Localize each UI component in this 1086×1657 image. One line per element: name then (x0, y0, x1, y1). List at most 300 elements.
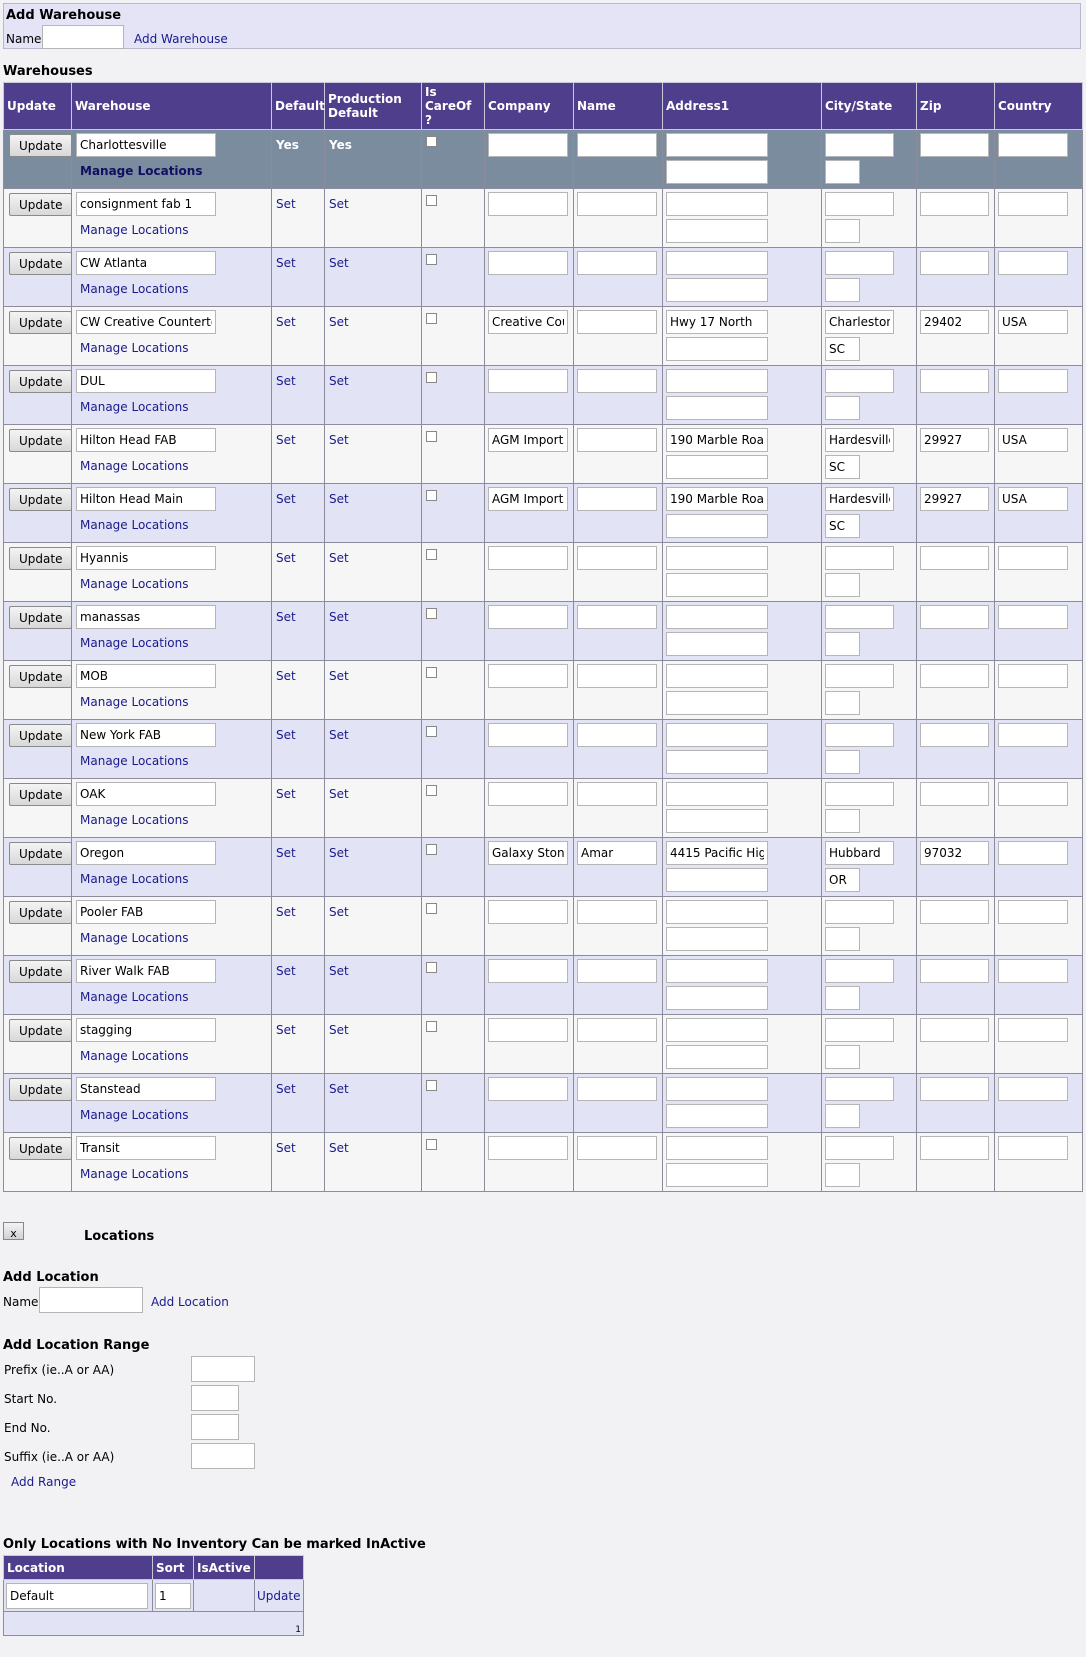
careof-checkbox[interactable] (426, 1139, 437, 1150)
zip-cell (917, 1133, 995, 1192)
update-button[interactable]: Update (9, 193, 72, 216)
careof-checkbox[interactable] (426, 608, 437, 619)
zip-field[interactable] (920, 1077, 989, 1101)
city-field[interactable] (825, 723, 894, 747)
company-field[interactable] (488, 664, 568, 688)
city-field[interactable] (825, 900, 894, 924)
city-field[interactable] (825, 605, 894, 629)
country-field[interactable] (998, 841, 1068, 865)
state-field[interactable] (825, 1045, 860, 1069)
state-field[interactable] (825, 750, 860, 774)
city-field[interactable] (825, 133, 894, 157)
manage-locations-link[interactable]: Manage Locations (80, 518, 189, 532)
careof-checkbox[interactable] (426, 962, 437, 973)
address1-field[interactable] (666, 487, 768, 511)
address2-field[interactable] (666, 514, 768, 538)
start-no-input[interactable] (191, 1385, 239, 1411)
default-link[interactable]: Set (276, 964, 296, 978)
address1-field[interactable] (666, 310, 768, 334)
manage-locations-link[interactable]: Manage Locations (80, 341, 189, 355)
address1-field[interactable] (666, 605, 768, 629)
sort-input[interactable] (155, 1583, 191, 1609)
address2-field[interactable] (666, 986, 768, 1010)
state-field[interactable] (825, 1163, 860, 1187)
city-field[interactable] (825, 487, 894, 511)
contact-name-field[interactable] (577, 782, 657, 806)
update-location-link[interactable]: Update (257, 1588, 301, 1603)
page-number[interactable]: 1 (4, 1612, 304, 1636)
address2-field[interactable] (666, 160, 768, 184)
manage-locations-link[interactable]: Manage Locations (80, 695, 189, 709)
city-field[interactable] (825, 369, 894, 393)
update-button[interactable]: Update (9, 429, 72, 452)
state-field[interactable] (825, 160, 860, 184)
zip-field[interactable] (920, 841, 989, 865)
warehouse-name-field[interactable] (76, 959, 216, 983)
production-default-link[interactable]: Set (329, 256, 349, 270)
city-field[interactable] (825, 782, 894, 806)
city-field[interactable] (825, 1136, 894, 1160)
address1-field[interactable] (666, 133, 768, 157)
company-field[interactable] (488, 900, 568, 924)
default-link[interactable]: Set (276, 374, 296, 388)
warehouse-name-field[interactable] (76, 310, 216, 334)
contact-name-field[interactable] (577, 546, 657, 570)
table-row (4, 720, 1083, 779)
company-field[interactable] (488, 959, 568, 983)
company-field[interactable] (488, 605, 568, 629)
warehouse-name-field[interactable] (76, 782, 216, 806)
address2-field[interactable] (666, 750, 768, 774)
state-field[interactable] (825, 868, 860, 892)
production-default-link[interactable]: Set (329, 1082, 349, 1096)
address1-field[interactable] (666, 428, 768, 452)
production-default-link[interactable]: Set (329, 492, 349, 506)
manage-locations-link[interactable]: Manage Locations (80, 577, 189, 591)
suffix-input[interactable] (191, 1443, 255, 1469)
warehouse-name-field[interactable] (76, 1136, 216, 1160)
city-field[interactable] (825, 841, 894, 865)
careof-checkbox[interactable] (426, 490, 437, 501)
company-field[interactable] (488, 1018, 568, 1042)
careof-checkbox[interactable] (426, 726, 437, 737)
update-cell (4, 425, 72, 484)
warehouse-name-field[interactable] (76, 546, 216, 570)
state-field[interactable] (825, 514, 860, 538)
warehouse-name-field[interactable] (76, 900, 216, 924)
manage-locations-link[interactable]: Manage Locations (80, 164, 203, 178)
address1-field[interactable] (666, 1077, 768, 1101)
default-link[interactable]: Set (276, 610, 296, 624)
production-default-link[interactable]: Set (329, 1141, 349, 1155)
production-default-link[interactable]: Set (329, 315, 349, 329)
address2-field[interactable] (666, 1163, 768, 1187)
default-link[interactable]: Set (276, 1141, 296, 1155)
address2-field[interactable] (666, 927, 768, 951)
contact-name-field[interactable] (577, 487, 657, 511)
address2-field[interactable] (666, 632, 768, 656)
careof-cell (422, 1015, 485, 1074)
warehouse-name-field[interactable] (76, 723, 216, 747)
city-field[interactable] (825, 1018, 894, 1042)
production-default-link[interactable]: Set (329, 374, 349, 388)
company-field[interactable] (488, 782, 568, 806)
contact-name-field[interactable] (577, 428, 657, 452)
zip-field[interactable] (920, 192, 989, 216)
country-field[interactable] (998, 192, 1068, 216)
address2-field[interactable] (666, 455, 768, 479)
warehouse-name-field[interactable] (76, 1077, 216, 1101)
location-input[interactable] (6, 1583, 148, 1609)
state-field[interactable] (825, 337, 860, 361)
manage-locations-link[interactable]: Manage Locations (80, 282, 189, 296)
warehouse-name-field[interactable] (76, 664, 216, 688)
location-name-input[interactable] (39, 1287, 143, 1313)
production-default-link[interactable]: Set (329, 197, 349, 211)
update-button[interactable]: Update (9, 252, 72, 275)
address2-field[interactable] (666, 1104, 768, 1128)
city-field[interactable] (825, 310, 894, 334)
country-field[interactable] (998, 900, 1068, 924)
country-field[interactable] (998, 1018, 1068, 1042)
contact-name-field[interactable] (577, 133, 657, 157)
address-cell (663, 897, 822, 956)
city-field[interactable] (825, 546, 894, 570)
update-button[interactable]: Update (9, 783, 72, 806)
default-link[interactable]: Set (276, 1082, 296, 1096)
contact-name-field[interactable] (577, 369, 657, 393)
warehouse-name-field[interactable] (76, 192, 216, 216)
country-field[interactable] (998, 310, 1068, 334)
zip-cell (917, 425, 995, 484)
zip-cell (917, 248, 995, 307)
city-field[interactable] (825, 428, 894, 452)
update-cell (4, 484, 72, 543)
warehouse-name-field[interactable] (76, 487, 216, 511)
default-link[interactable]: Set (276, 551, 296, 565)
add-location-link[interactable]: Add Location (151, 1295, 229, 1309)
country-field[interactable] (998, 369, 1068, 393)
warehouse-name-field[interactable] (76, 369, 216, 393)
production-default-link[interactable]: Set (329, 728, 349, 742)
country-field[interactable] (998, 1077, 1068, 1101)
production-default-link[interactable]: Set (329, 433, 349, 447)
contact-name-field[interactable] (577, 959, 657, 983)
address1-field[interactable] (666, 841, 768, 865)
default-link[interactable]: Set (276, 846, 296, 860)
country-field[interactable] (998, 546, 1068, 570)
careof-cell (422, 248, 485, 307)
production-default-link[interactable]: Set (329, 846, 349, 860)
address-cell (663, 1133, 822, 1192)
update-button[interactable]: Update (9, 724, 72, 747)
warehouse-name-field[interactable] (76, 428, 216, 452)
table-row (4, 484, 1083, 543)
production-default-link[interactable]: Set (329, 551, 349, 565)
default-link[interactable]: Set (276, 1023, 296, 1037)
contact-name-field[interactable] (577, 841, 657, 865)
city-field[interactable] (825, 664, 894, 688)
zip-field[interactable] (920, 1018, 989, 1042)
careof-checkbox[interactable] (426, 1080, 437, 1091)
address1-field[interactable] (666, 546, 768, 570)
state-field[interactable] (825, 691, 860, 715)
city-field[interactable] (825, 192, 894, 216)
country-field[interactable] (998, 133, 1068, 157)
update-button[interactable]: Update (9, 134, 72, 157)
careof-checkbox[interactable] (426, 372, 437, 383)
default-link[interactable]: Set (276, 315, 296, 329)
state-field[interactable] (825, 278, 860, 302)
default-link[interactable]: Set (276, 728, 296, 742)
default-link[interactable]: Set (276, 433, 296, 447)
address2-field[interactable] (666, 396, 768, 420)
country-cell (995, 425, 1083, 484)
default-link[interactable]: Yes (276, 138, 299, 152)
default-link[interactable]: Set (276, 905, 296, 919)
production-default-link[interactable]: Set (329, 787, 349, 801)
zip-field[interactable] (920, 723, 989, 747)
prefix-input[interactable] (191, 1356, 255, 1382)
address1-field[interactable] (666, 369, 768, 393)
manage-locations-link[interactable]: Manage Locations (80, 1108, 189, 1122)
add-range-link[interactable]: Add Range (11, 1475, 77, 1489)
city-field[interactable] (825, 251, 894, 275)
zip-field[interactable] (920, 310, 989, 334)
country-field[interactable] (998, 664, 1068, 688)
zip-field[interactable] (920, 664, 989, 688)
zip-field[interactable] (920, 959, 989, 983)
production-default-link[interactable]: Set (329, 610, 349, 624)
name-cell (574, 425, 663, 484)
contact-name-field[interactable] (577, 605, 657, 629)
country-field[interactable] (998, 428, 1068, 452)
careof-checkbox[interactable] (426, 844, 437, 855)
country-field[interactable] (998, 959, 1068, 983)
default-link[interactable]: Set (276, 492, 296, 506)
update-button[interactable]: Update (9, 311, 72, 334)
manage-locations-link[interactable]: Manage Locations (80, 400, 189, 414)
production-default-link[interactable]: Set (329, 964, 349, 978)
zip-field[interactable] (920, 605, 989, 629)
company-field[interactable] (488, 841, 568, 865)
update-cell (255, 1580, 304, 1612)
address2-field[interactable] (666, 868, 768, 892)
manage-locations-link[interactable]: Manage Locations (80, 754, 189, 768)
country-field[interactable] (998, 251, 1068, 275)
zip-cell (917, 1015, 995, 1074)
company-field[interactable] (488, 1077, 568, 1101)
address2-field[interactable] (666, 278, 768, 302)
address1-field[interactable] (666, 900, 768, 924)
company-field[interactable] (488, 310, 568, 334)
careof-checkbox[interactable] (426, 1021, 437, 1032)
production-default-link[interactable]: Set (329, 905, 349, 919)
careof-checkbox[interactable] (426, 313, 437, 324)
company-field[interactable] (488, 723, 568, 747)
company-cell (485, 1074, 574, 1133)
country-field[interactable] (998, 723, 1068, 747)
update-button[interactable]: Update (9, 1137, 72, 1160)
zip-field[interactable] (920, 487, 989, 511)
default-cell (272, 1074, 325, 1133)
state-field[interactable] (825, 1104, 860, 1128)
address2-field[interactable] (666, 691, 768, 715)
production-default-link[interactable]: Yes (329, 138, 352, 152)
company-field[interactable] (488, 133, 568, 157)
company-field[interactable] (488, 546, 568, 570)
address2-field[interactable] (666, 219, 768, 243)
country-field[interactable] (998, 605, 1068, 629)
company-field[interactable] (488, 251, 568, 275)
production-default-link[interactable]: Set (329, 669, 349, 683)
zip-field[interactable] (920, 428, 989, 452)
country-field[interactable] (998, 1136, 1068, 1160)
address1-field[interactable] (666, 782, 768, 806)
zip-field[interactable] (920, 251, 989, 275)
address1-field[interactable] (666, 664, 768, 688)
warehouse-name-field[interactable] (76, 251, 216, 275)
address2-field[interactable] (666, 573, 768, 597)
end-no-input[interactable] (191, 1414, 239, 1440)
careof-checkbox[interactable] (426, 254, 437, 265)
manage-locations-link[interactable]: Manage Locations (80, 872, 189, 886)
production-default-cell (325, 248, 422, 307)
state-field[interactable] (825, 396, 860, 420)
table-row (4, 779, 1083, 838)
contact-name-field[interactable] (577, 1136, 657, 1160)
company-field[interactable] (488, 192, 568, 216)
production-default-link[interactable]: Set (329, 1023, 349, 1037)
manage-locations-link[interactable]: Manage Locations (80, 223, 189, 237)
contact-name-field[interactable] (577, 1077, 657, 1101)
manage-locations-link[interactable]: Manage Locations (80, 813, 189, 827)
address-cell (663, 366, 822, 425)
address2-field[interactable] (666, 337, 768, 361)
add-warehouse-link[interactable]: Add Warehouse (134, 32, 228, 46)
country-field[interactable] (998, 782, 1068, 806)
contact-name-field[interactable] (577, 664, 657, 688)
zip-field[interactable] (920, 546, 989, 570)
update-button[interactable]: Update (9, 370, 72, 393)
careof-checkbox[interactable] (426, 431, 437, 442)
update-button[interactable]: Update (9, 960, 72, 983)
company-cell (485, 956, 574, 1015)
state-field[interactable] (825, 986, 860, 1010)
state-field[interactable] (825, 573, 860, 597)
update-button[interactable]: Update (9, 842, 72, 865)
update-button[interactable]: Update (9, 665, 72, 688)
careof-checkbox[interactable] (426, 136, 437, 147)
careof-checkbox[interactable] (426, 903, 437, 914)
contact-name-field[interactable] (577, 1018, 657, 1042)
contact-name-field[interactable] (577, 900, 657, 924)
company-field[interactable] (488, 428, 568, 452)
update-button[interactable]: Update (9, 1019, 72, 1042)
contact-name-field[interactable] (577, 723, 657, 747)
update-button[interactable]: Update (9, 901, 72, 924)
close-locations-button[interactable]: x (3, 1222, 24, 1240)
address1-field[interactable] (666, 1136, 768, 1160)
zip-field[interactable] (920, 782, 989, 806)
country-field[interactable] (998, 487, 1068, 511)
careof-checkbox[interactable] (426, 549, 437, 560)
warehouse-name-field[interactable] (76, 841, 216, 865)
company-field[interactable] (488, 487, 568, 511)
table-row (4, 956, 1083, 1015)
company-field[interactable] (488, 369, 568, 393)
careof-checkbox[interactable] (426, 195, 437, 206)
update-button[interactable]: Update (9, 547, 72, 570)
manage-locations-link[interactable]: Manage Locations (80, 1049, 189, 1063)
company-cell (485, 720, 574, 779)
zip-cell (917, 661, 995, 720)
default-link[interactable]: Set (276, 669, 296, 683)
update-button[interactable]: Update (9, 1078, 72, 1101)
address2-field[interactable] (666, 1045, 768, 1069)
address1-field[interactable] (666, 1018, 768, 1042)
zip-field[interactable] (920, 1136, 989, 1160)
update-button[interactable]: Update (9, 488, 72, 511)
default-link[interactable]: Set (276, 197, 296, 211)
state-field[interactable] (825, 632, 860, 656)
address1-field[interactable] (666, 251, 768, 275)
careof-checkbox[interactable] (426, 667, 437, 678)
company-cell (485, 189, 574, 248)
zip-cell (917, 838, 995, 897)
state-field[interactable] (825, 927, 860, 951)
address2-field[interactable] (666, 809, 768, 833)
address1-field[interactable] (666, 723, 768, 747)
company-field[interactable] (488, 1136, 568, 1160)
contact-name-field[interactable] (577, 192, 657, 216)
default-link[interactable]: Set (276, 256, 296, 270)
state-field[interactable] (825, 219, 860, 243)
manage-locations-link[interactable]: Manage Locations (80, 931, 189, 945)
manage-locations-link[interactable]: Manage Locations (80, 990, 189, 1004)
manage-locations-link[interactable]: Manage Locations (80, 1167, 189, 1181)
state-field[interactable] (825, 809, 860, 833)
zip-cell (917, 484, 995, 543)
state-field[interactable] (825, 455, 860, 479)
careof-cell (422, 189, 485, 248)
default-link[interactable]: Set (276, 787, 296, 801)
warehouse-name-field[interactable] (76, 1018, 216, 1042)
update-button[interactable]: Update (9, 606, 72, 629)
city-field[interactable] (825, 1077, 894, 1101)
manage-locations-link[interactable]: Manage Locations (80, 636, 189, 650)
warehouse-name-field[interactable] (76, 133, 216, 157)
country-cell (995, 779, 1083, 838)
warehouse-name-input[interactable] (42, 25, 124, 49)
zip-field[interactable] (920, 900, 989, 924)
address1-field[interactable] (666, 192, 768, 216)
city-state-cell (822, 130, 917, 189)
careof-checkbox[interactable] (426, 785, 437, 796)
warehouse-cell (72, 307, 272, 366)
careof-cell (422, 307, 485, 366)
zip-field[interactable] (920, 133, 989, 157)
address1-field[interactable] (666, 959, 768, 983)
default-cell (272, 1133, 325, 1192)
contact-name-field[interactable] (577, 251, 657, 275)
city-field[interactable] (825, 959, 894, 983)
contact-name-field[interactable] (577, 310, 657, 334)
zip-field[interactable] (920, 369, 989, 393)
manage-locations-link[interactable]: Manage Locations (80, 459, 189, 473)
production-default-cell (325, 838, 422, 897)
warehouse-name-field[interactable] (76, 605, 216, 629)
